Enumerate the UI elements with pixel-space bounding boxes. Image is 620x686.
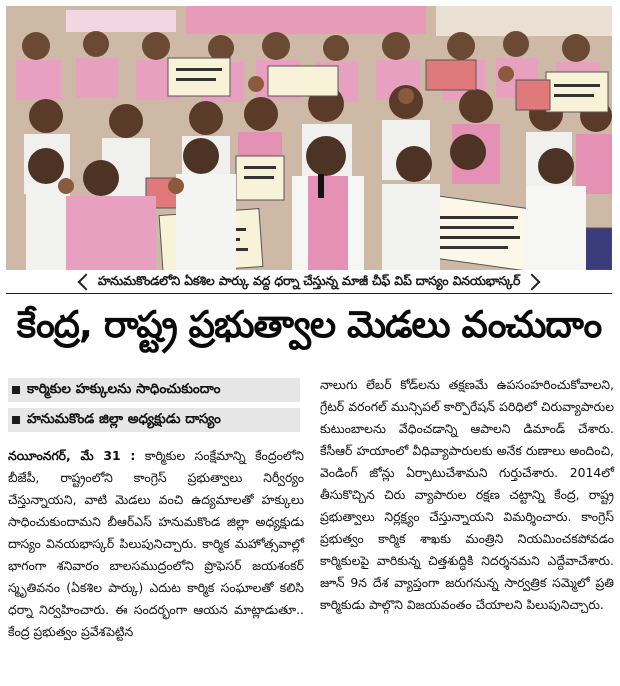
headline: కేంద్ర, రాష్ట్ర ప్రభుత్వాల మెడలు వంచుదాం	[16, 303, 602, 346]
photo-caption: హనుమకొండలోని ఏకశిల పార్కు వద్ద ధర్నా చేస్తున్న మాజీ చీఫ్ విప్ దాస్యం వినయభాస్కర్	[6, 271, 612, 294]
body-paragraph-left	[8, 445, 304, 643]
square-bullet-icon	[12, 386, 20, 394]
subhead-1-text: కార్మికుల హక్కులను సాధించుకుందాం	[27, 380, 221, 397]
microphone-icon	[318, 174, 324, 198]
body-text-right: నాలుగు లేబర్ కోడ్‌లను తక్షణమే ఉపసంహరించుకోవాలని, గ్రేటర్ వరంగల్ మున్సిపల్ కార్పొరేషన్ పరిధిలో చిరువ్యాపారుల కుటుంబాలను వేధించడాన్ని ఆపాలని డిమాండ్ చేశారు. కేసీఆర్ హయాంలో వీధివ్యాపారులకు అనేక రుణాలు అందించి, వెండింగ్ జోన్లు ఏర్పాటుచేశామని గుర్తుచేశారు. 2014లో తీసుకొచ్చిన చిరు వ్యాపారుల రక్షణ చట్టాన్ని కేంద్ర, రాష్ట్ర ప్రభుత్వాలు నిర్లక్ష్యం చేస్తున్నాయని విమర్శించారు. కాంగ్రెస్ ప్రభుత్వం కార్మిక శాఖకు మంత్రిని నియమించకపోవడం కార్మికులపై వారికున్న చిత్తశుద్ధికి నిదర్శనమని ఎద్దేవాచేశారు. జూన్ 9న దేశ వ్యాప్తంగా జరుగనున్న సార్వత్రిక సమ్మెలో ప్రతి కార్మికుడు పాల్గొని విజయవంతం చేయాలని పిలుపునిచ్చారు.	[320, 377, 614, 612]
subhead-1	[8, 378, 300, 402]
square-bullet-icon	[12, 416, 20, 424]
subheads	[8, 378, 300, 438]
subhead-2	[8, 408, 300, 432]
protest-photo-icon	[6, 6, 612, 270]
subhead-2-text: హనుమకొండ జిల్లా అధ్యక్షుడు దాస్యం	[27, 410, 221, 427]
body-column-left	[8, 445, 304, 643]
protest-photo	[6, 6, 612, 270]
body-column-right	[320, 374, 614, 616]
body-text-left: కార్మికుల సంక్షేమాన్ని కేంద్రంలోని బీజేపీ, రాష్ట్రంలోని కాంగ్రెస్ ప్రభుత్వాలు నిర్వీర్యం చేస్తున్నాయని, వాటి మెడలు వంచి ఉద్యమాలతో హక్కులు సాధించుకుందామని బీఆర్‌ఎస్ హనుమకొండ జిల్లా అధ్యక్షుడు దాస్యం వినయభాస్కర్ పిలుపునిచ్చారు. కార్మిక మహోత్సవాల్లో భాగంగా శనివారం బాలసముద్రంలోని ప్రొఫెసర్ జయశంకర్ స్మృతివనం (ఏకశిల పార్కు) ఎదుట కార్మిక సంఘాలతో కలిసి ధర్నా నిర్వహించారు. ఈ సందర్భంగా ఆయన మాట్లాడుతూ.. కేంద్ర ప్రభుత్వం ప్రవేశపెట్టిన	[8, 448, 304, 639]
dateline: నయీంనగర్, మే 31 :	[8, 448, 136, 463]
